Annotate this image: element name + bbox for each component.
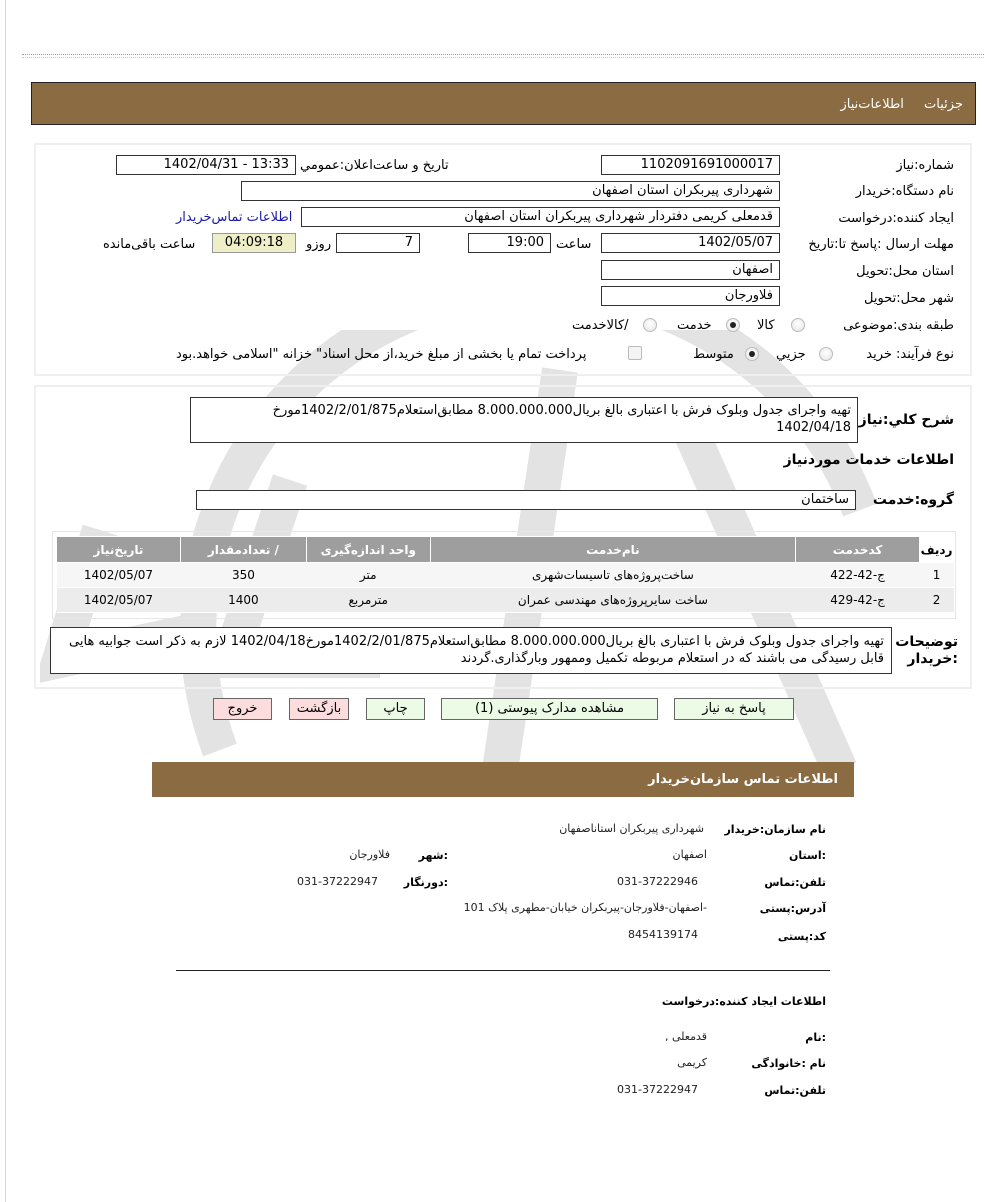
contact-address-value: -اصفهان-فلاورجان-پیربکران خیابان-مطهری پلاک 101	[463, 901, 707, 914]
days-field: 7	[336, 233, 420, 253]
deadline-hour-label: ساعت	[556, 237, 592, 252]
category-service-radio[interactable]	[726, 318, 740, 332]
category-service-label: خدمت	[677, 318, 712, 333]
need-number-label: شماره‌:نیاز	[896, 158, 954, 173]
contact-postal-value: 8454139174	[628, 928, 698, 941]
table-header-row	[57, 537, 954, 563]
category-label: طبقه بندی:موضوعی	[843, 318, 954, 333]
creator-phone-label: تلفن:تماس	[764, 1084, 826, 1097]
cell-quantity: 1400	[180, 588, 306, 613]
remaining-label: ساعت باقی‌مانده	[103, 237, 196, 252]
province-field: اصفهان	[601, 260, 780, 280]
cell-service-name: ساخت‌پروژه‌های تاسیسات‌شهری	[430, 563, 795, 588]
buyer-org-label: نام دستگاه:خریدار	[855, 184, 954, 199]
table-row	[57, 588, 954, 613]
respond-button[interactable]: پاسخ به نیاز	[674, 698, 794, 720]
service-group-label: گروه:خدمت	[872, 492, 954, 508]
creator-family-value: کریمی	[677, 1056, 707, 1069]
cell-row-number: 2	[920, 588, 954, 613]
description-text: تهیه واجرای جدول وبلوک فرش با اعتباری بالغ بریال8.000.000.000 مطابق‌استعلام1402/2/01/875مورخ 1402/04/18	[190, 397, 858, 443]
deadline-date-field: 1402/05/07	[601, 233, 780, 253]
need-info-panel	[34, 143, 972, 376]
col-quantity: / تعدادمقدار	[180, 537, 306, 563]
city-field: فلاورجان	[601, 286, 780, 306]
services-table	[56, 536, 954, 613]
print-button[interactable]: چاپ	[366, 698, 425, 720]
process-medium-label: متوسط	[693, 347, 734, 362]
process-minor-radio[interactable]	[819, 347, 833, 361]
creator-phone-value: 031-37222947	[617, 1083, 698, 1096]
need-number-field: 1102091691000017	[601, 155, 780, 175]
back-button[interactable]: بازگشت	[289, 698, 349, 720]
creator-family-label: نام :خانوادگی	[751, 1057, 826, 1070]
remaining-time: 04:09:18	[212, 233, 296, 253]
cell-service-name: ساخت سایرپروژه‌های مهندسی عمران	[430, 588, 795, 613]
deadline-label: مهلت ارسال :پاسخ تا:تاریخ	[808, 237, 954, 252]
cell-unit: متر	[306, 563, 430, 588]
contact-org-value: شهرداری پیربکران استاناصفهان	[559, 822, 704, 835]
contact-city-value: فلاورجان	[349, 848, 390, 861]
category-goods-service-label: /کالاخدمت	[572, 318, 629, 333]
process-minor-label: جزيي	[776, 347, 806, 362]
section-divider	[176, 970, 830, 971]
category-goods-service-radio[interactable]	[643, 318, 657, 332]
contact-phone-label: تلفن:تماس	[764, 876, 826, 889]
contact-address-label: آدرس:پستی	[759, 902, 826, 915]
cell-unit: مترمربع	[306, 588, 430, 613]
col-need-date: تاریخ‌نیاز	[57, 537, 181, 563]
cell-service-code: ج-42-429	[796, 588, 920, 613]
province-label: استان محل:تحویل	[856, 264, 954, 279]
tab-need-info[interactable]: اطلاعات‌نیاز	[840, 97, 904, 112]
buyer-contact-link[interactable]: اطلاعات تماس‌خریدار	[176, 210, 293, 225]
cell-need-date: 1402/05/07	[57, 563, 181, 588]
deadline-time-field: 19:00	[468, 233, 551, 253]
tab-details[interactable]: جزئیات	[924, 97, 963, 112]
col-service-code: کدخدمت	[796, 537, 920, 563]
category-goods-label: کالا	[757, 318, 775, 333]
contact-org-label: نام سازمان:خریدار	[724, 823, 826, 836]
contact-fax-value: 031-37222947	[297, 875, 378, 888]
col-service-name: نام‌خدمت	[430, 537, 795, 563]
contact-fax-label: :دورنگار	[403, 876, 448, 889]
creator-name-value: قدمعلی ,	[664, 1030, 707, 1043]
table-row	[57, 563, 954, 588]
contact-phone-value: 031-37222946	[617, 875, 698, 888]
buyer-org-field: شهرداری پیربکران استان اصفهان	[241, 181, 780, 201]
treasury-checkbox[interactable]	[628, 346, 642, 360]
creator-info-title: اطلاعات ایجاد کننده:درخواست	[661, 995, 826, 1008]
contact-province-label: :استان	[789, 849, 826, 862]
process-medium-radio[interactable]	[745, 347, 759, 361]
category-goods-radio[interactable]	[791, 318, 805, 332]
creator-name-label: :نام	[805, 1031, 826, 1044]
cell-row-number: 1	[920, 563, 954, 588]
cell-service-code: ج-42-422	[796, 563, 920, 588]
top-divider	[22, 54, 984, 58]
city-label: شهر محل:تحویل	[864, 291, 954, 306]
services-section-title: اطلاعات خدمات موردنیاز	[783, 452, 954, 468]
page-header-bar	[31, 82, 976, 125]
announce-date-label: تاریخ و ساعت‌اعلان:عمومي	[300, 158, 449, 173]
col-unit: واحد اندازه‌گیری	[306, 537, 430, 563]
buyer-notes-label	[895, 634, 958, 668]
buyer-contact-header: اطلاعات تماس سازمان‌خریدار	[152, 762, 854, 797]
buyer-notes-text: تهیه واجرای جدول وبلوک فرش با اعتباری بالغ بریال8.000.000.000 مطابق‌استعلام1402/2/01/875مورخ1402/04/18 لازم به ذکر است جوابیه هایی قابل رسیدگی می باشند که در استعلام مربوطه تکمیل وممهور وبارگذاری.گردند	[50, 627, 892, 674]
view-attachments-button[interactable]: مشاهده مدارک پیوستی (1)	[441, 698, 658, 720]
buyer-notes-label-line2: :خریدار	[907, 651, 958, 667]
cell-need-date: 1402/05/07	[57, 588, 181, 613]
days-label: روزو	[306, 237, 332, 252]
contact-city-label: :شهر	[418, 849, 448, 862]
col-row-number: ردیف	[920, 537, 954, 563]
announce-date-field: 1402/04/31 - 13:33	[116, 155, 296, 175]
buyer-notes-label-line1: توضیحات	[895, 634, 958, 650]
contact-province-value: اصفهان	[672, 848, 707, 861]
treasury-text: پرداخت تمام یا بخشی از مبلغ خرید،از محل اسناد" خزانه "اسلامی خواهد.بود	[176, 347, 587, 362]
service-group-field: ساختمان	[196, 490, 856, 510]
creator-label: ایجاد کننده:درخواست	[838, 211, 954, 226]
cell-quantity: 350	[180, 563, 306, 588]
exit-button[interactable]: خروج	[213, 698, 272, 720]
contact-postal-label: کد:پستی	[777, 930, 826, 943]
creator-field: قدمعلی کریمی دفتردار شهرداری پیربکران استان اصفهان	[301, 207, 780, 227]
description-label: شرح کلي:نیاز	[858, 412, 954, 428]
process-label: نوع فرآیند: خرید	[866, 347, 954, 362]
left-border	[5, 0, 6, 1202]
